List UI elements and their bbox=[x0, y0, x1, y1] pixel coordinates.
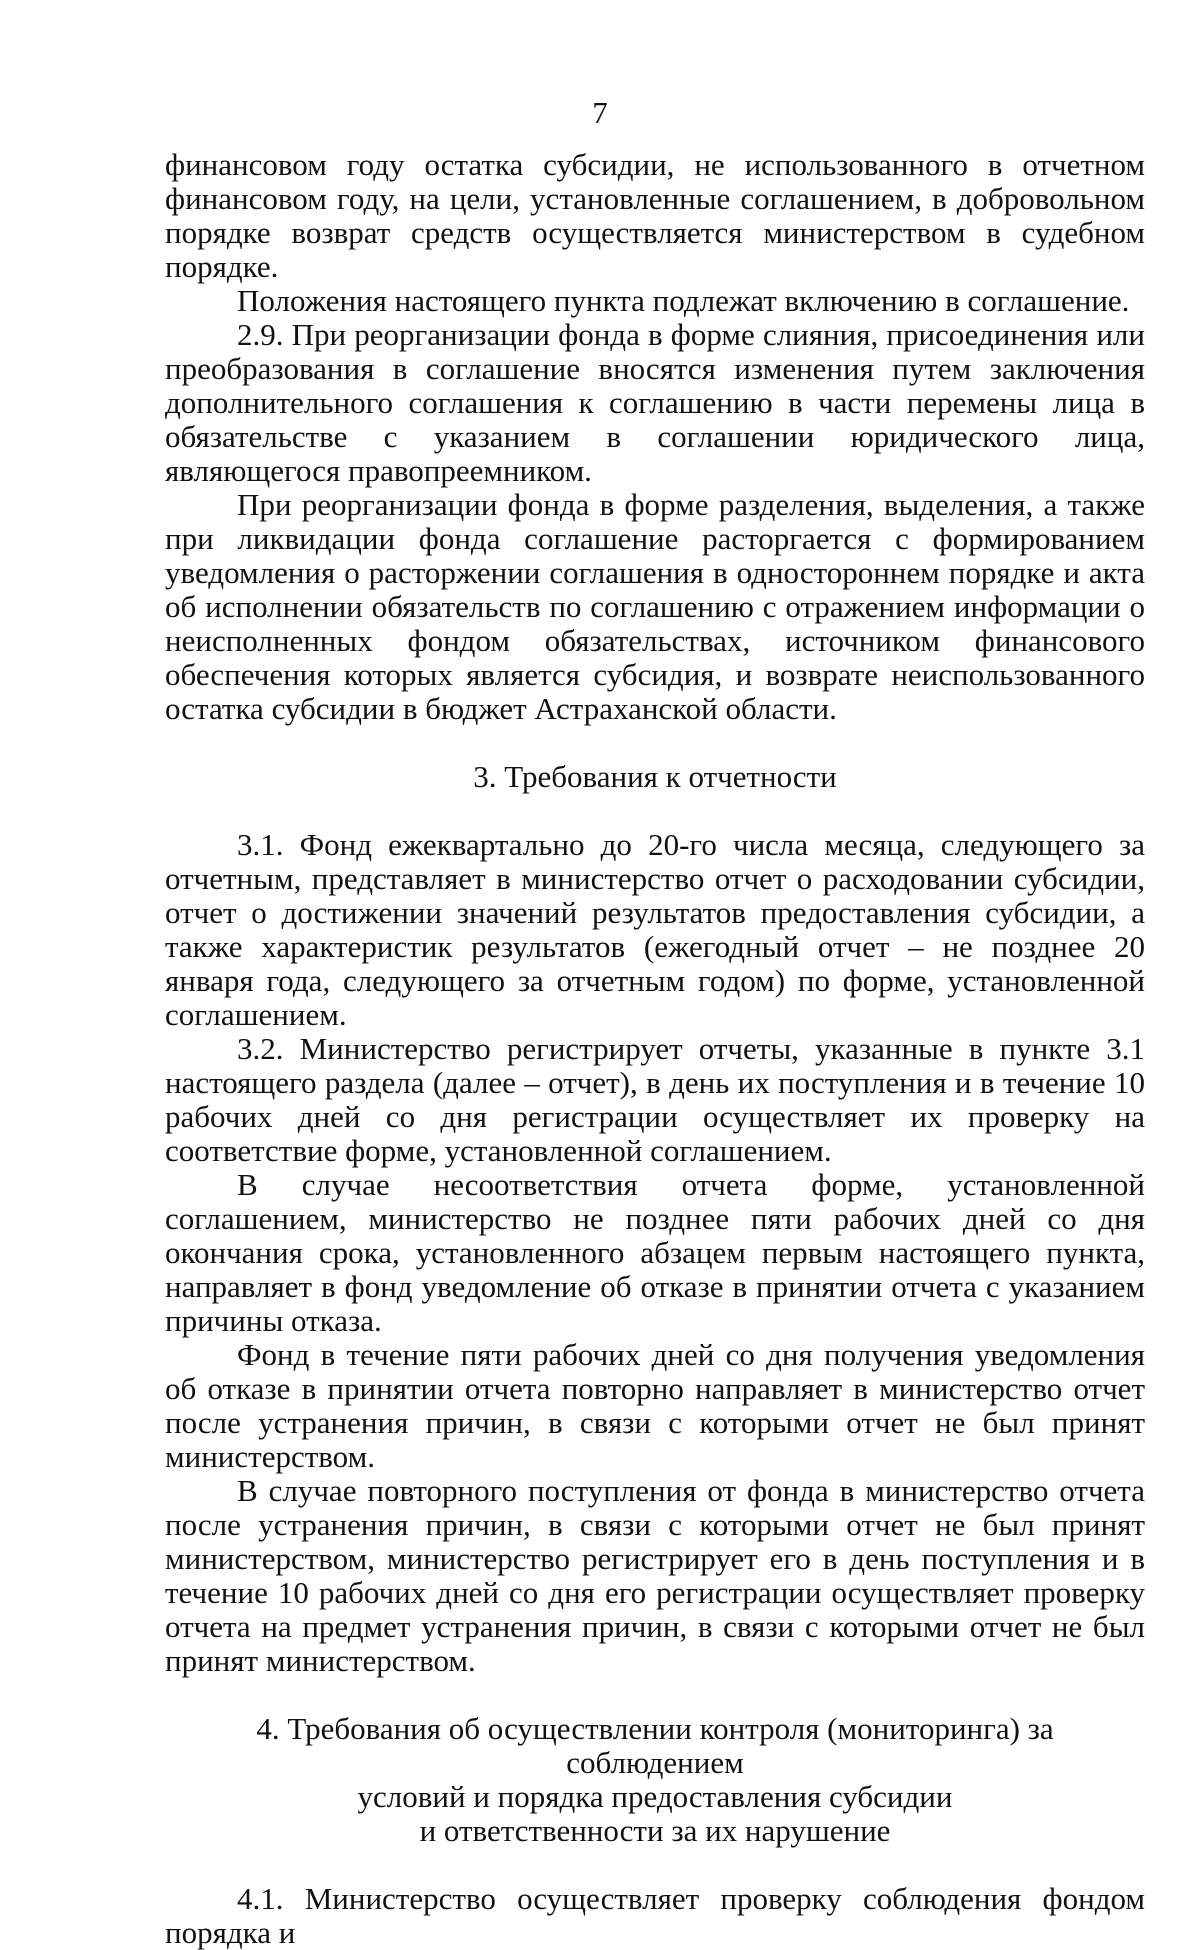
paragraph: В случае несоответствия отчета форме, установленной соглашением, министерство не позднее пяти рабочих дней со дня окончания срока, установленного абзацем первым настоящего пункта, направляет в фонд уведомление об отказе в принятии отчета с указанием причины отказа. bbox=[165, 1167, 1145, 1338]
paragraph-clause-2-9: 2.9. При реорганизации фонда в форме слияния, присоединения или преобразования в соглашение вносятся изменения путем заключения дополнительного соглашения к соглашению в части перемены лица в обязательстве с указанием в соглашении юридического лица, являющегося правопреемником. bbox=[165, 317, 1145, 488]
paragraph: В случае повторного поступления от фонда в министерство отчета после устранения причин, в связи с которыми отчет не был принят министерством, министерство регистрирует его в день поступления и в течение 10 рабочих дней со дня его регистрации осуществляет проверку отчета на предмет устранения причин, в связи с которыми отчет не был принят министерством. bbox=[165, 1473, 1145, 1678]
page-number: 7 bbox=[592, 95, 608, 130]
paragraph-continuation: финансовом году остатка субсидии, не использованного в отчетном финансовом году, на цели, установленные соглашением, в добровольном порядке возврат средств осуществляется министерством в судебном порядке. bbox=[165, 147, 1145, 284]
paragraph-clause-3-2: 3.2. Министерство регистрирует отчеты, указанные в пункте 3.1 настоящего раздела (далее – отчет), в день их поступления и в течение 10 рабочих дней со дня регистрации осуществляет их проверку на соответствие форме, установленной соглашением. bbox=[165, 1031, 1145, 1168]
section-heading-4-line: 4. Требования об осуществлении контроля (мониторинга) за соблюдением bbox=[256, 1711, 1054, 1780]
document-body bbox=[165, 148, 1145, 1950]
section-heading-4-line: и ответственности за их нарушение bbox=[419, 1813, 891, 1848]
paragraph: При реорганизации фонда в форме разделения, выделения, а также при ликвидации фонда соглашение расторгается с формированием уведомления о расторжении соглашения в одностороннем порядке и акта об исполнении обязательств по соглашению с отражением информации о неисполненных фондом обязательствах, источником финансового обеспечения которых является субсидия, и возврате неиспользованного остатка субсидии в бюджет Астраханской области. bbox=[165, 487, 1145, 726]
section-heading-3: 3. Требования к отчетности bbox=[473, 759, 837, 794]
section-heading-4-line: условий и порядка предоставления субсидии bbox=[357, 1779, 953, 1814]
paragraph-clause-4-1: 4.1. Министерство осуществляет проверку соблюдения фондом порядка и bbox=[165, 1881, 1145, 1950]
section-heading-4 bbox=[165, 1712, 1145, 1848]
paragraph-clause-3-1: 3.1. Фонд ежеквартально до 20-го числа месяца, следующего за отчетным, представляет в министерство отчет о расходовании субсидии, отчет о достижении значений результатов предоставления субсидии, а также характеристик результатов (ежегодный отчет – не позднее 20 января года, следующего за отчетным годом) по форме, установленной соглашением. bbox=[165, 827, 1145, 1032]
paragraph: Положения настоящего пункта подлежат включению в соглашение. bbox=[237, 283, 1130, 318]
paragraph: Фонд в течение пяти рабочих дней со дня получения уведомления об отказе в принятии отчета повторно направляет в министерство отчет после устранения причин, в связи с которыми отчет не был принят министерством. bbox=[165, 1337, 1145, 1474]
